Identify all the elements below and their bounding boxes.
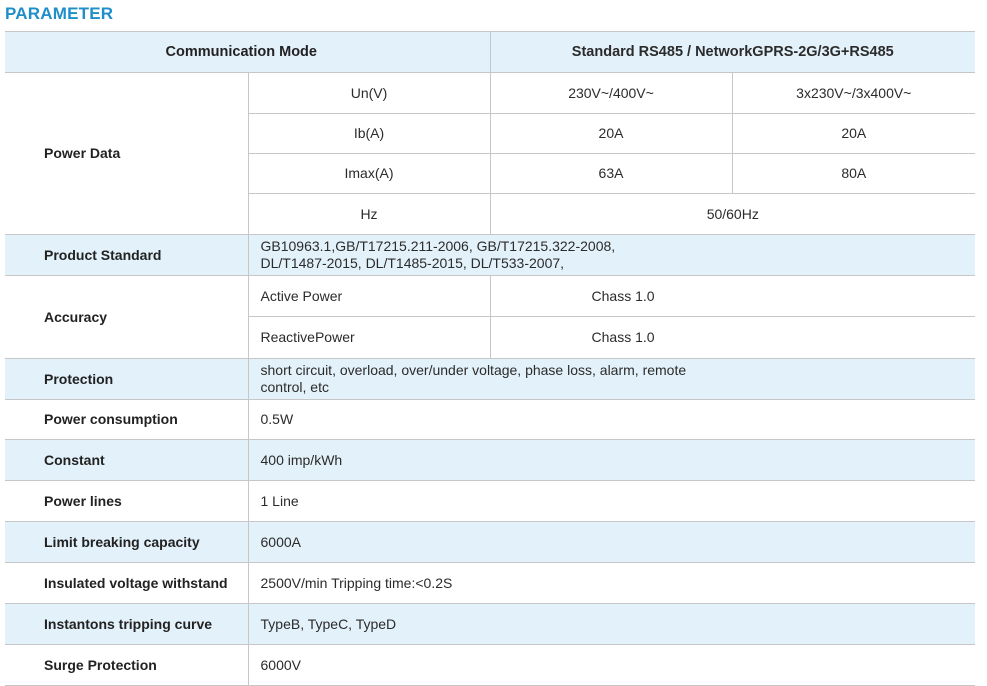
table-row [5, 276, 975, 317]
value-cell: 400 imp/kWh [248, 440, 975, 481]
table-row [5, 400, 975, 440]
power-data-label: Power Data [5, 73, 248, 235]
param-cell: ReactivePower [248, 317, 490, 359]
param-cell: Un(V) [248, 73, 490, 114]
accuracy-label: Accuracy [5, 276, 248, 359]
standard-line: DL/T1487-2015, DL/T1485-2015, DL/T533-2007, [260, 255, 565, 271]
header-label: Communication Mode [5, 32, 490, 73]
value-cell: 50/60Hz [490, 194, 975, 235]
param-cell: Hz [248, 194, 490, 235]
value-cell: 2500V/min Tripping time:<0.2S [248, 563, 975, 604]
header-value: Standard RS485 / NetworkGPRS-2G/3G+RS485 [490, 32, 975, 73]
standard-line: GB10963.1,GB/T17215.211-2006, GB/T17215.322-2008, [260, 238, 616, 254]
value-cell: 80A [732, 154, 975, 194]
value-cell: 6000V [248, 645, 975, 686]
param-cell: Imax(A) [248, 154, 490, 194]
table-row [5, 563, 975, 604]
page-title: PARAMETER [5, 4, 114, 23]
table-row [5, 440, 975, 481]
row-label: Insulated voltage withstand [5, 563, 248, 604]
table-row [5, 481, 975, 522]
table-row [5, 359, 975, 400]
header-row [5, 32, 975, 73]
value-cell: 1 Line [248, 481, 975, 522]
table-row [5, 235, 975, 276]
table-row [5, 522, 975, 563]
value-cell: Chass 1.0 [490, 317, 975, 359]
protection-line: control, etc [260, 379, 329, 395]
value-cell: 63A [490, 154, 732, 194]
table-row [5, 604, 975, 645]
param-cell: Ib(A) [248, 114, 490, 154]
value-cell: 20A [490, 114, 732, 154]
parameter-table [5, 31, 975, 686]
row-label: Power consumption [5, 400, 248, 440]
row-label: Instantons tripping curve [5, 604, 248, 645]
value-cell: 20A [732, 114, 975, 154]
row-label: Limit breaking capacity [5, 522, 248, 563]
row-label: Surge Protection [5, 645, 248, 686]
value-cell [248, 235, 975, 276]
value-cell: Chass 1.0 [490, 276, 975, 317]
row-label: Protection [5, 359, 248, 400]
value-cell: 3x230V~/3x400V~ [732, 73, 975, 114]
param-cell: Active Power [248, 276, 490, 317]
table-row [5, 645, 975, 686]
value-cell: TypeB, TypeC, TypeD [248, 604, 975, 645]
row-label: Power lines [5, 481, 248, 522]
protection-line: short circuit, overload, over/under voltage, phase loss, alarm, remote [260, 362, 687, 378]
value-cell [248, 359, 975, 400]
value-cell: 0.5W [248, 400, 975, 440]
value-cell: 230V~/400V~ [490, 73, 732, 114]
row-label: Product Standard [5, 235, 248, 276]
row-label: Constant [5, 440, 248, 481]
value-cell: 6000A [248, 522, 975, 563]
table-row [5, 73, 975, 114]
